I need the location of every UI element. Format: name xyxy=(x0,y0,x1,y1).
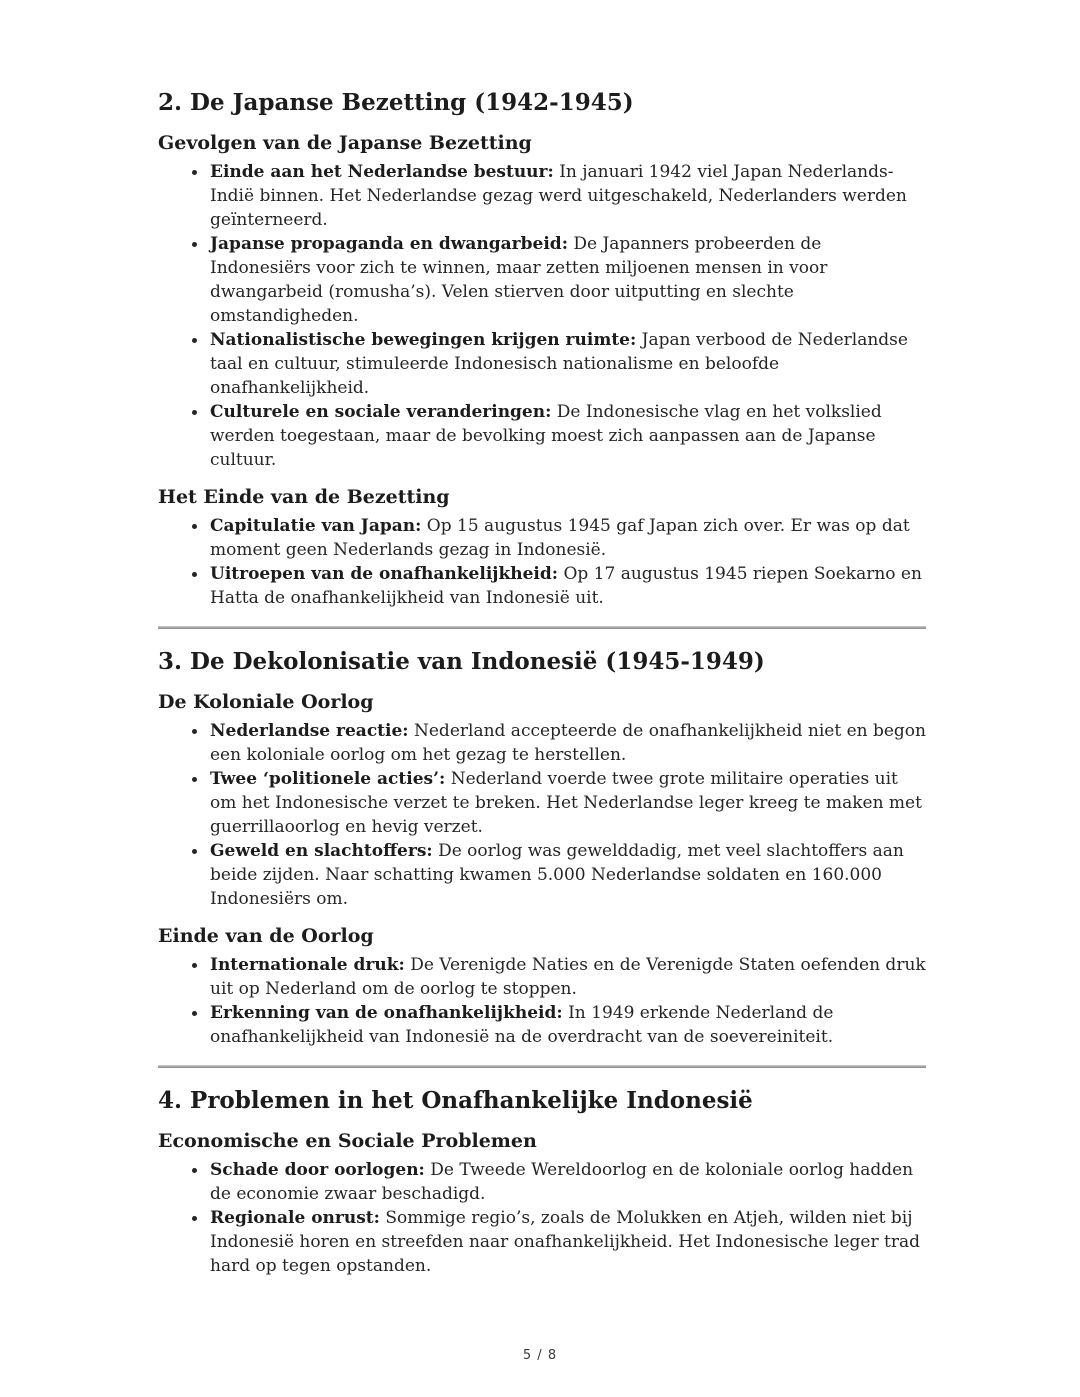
bullet-label: Uitroepen van de onafhankelijkheid: xyxy=(210,564,559,584)
bullet-item xyxy=(208,719,926,767)
bullet-label: Einde aan het Nederlandse bestuur: xyxy=(210,162,554,182)
bullet-text: Sommige regio’s, zoals de Molukken en Atjeh, wilden niet bij Indonesië horen en streefden naar onafhankelijkheid. Het Indonesische leger trad hard op tegen opstanden. xyxy=(210,1208,920,1276)
bullet-item xyxy=(208,514,926,562)
section-title: 2. De Japanse Bezetting (1942-1945) xyxy=(158,89,634,116)
bullet-label: Geweld en slachtoffers: xyxy=(210,841,433,861)
subsection-title: Einde van de Oorlog xyxy=(158,925,374,947)
bullet-text: Op 15 augustus 1945 gaf Japan zich over. Er was op dat moment geen Nederlands gezag in Indonesië. xyxy=(210,516,910,560)
bullet-list xyxy=(158,514,926,610)
bullet-item xyxy=(208,839,926,911)
bullet-label: Schade door oorlogen: xyxy=(210,1160,425,1180)
bullet-label: Erkenning van de onafhankelijkheid: xyxy=(210,1003,563,1023)
section-title: 4. Problemen in het Onafhankelijke Indonesië xyxy=(158,1087,753,1114)
bullet-label: Twee ‘politionele acties’: xyxy=(210,769,446,789)
document-content xyxy=(158,88,926,1278)
subsection-title: De Koloniale Oorlog xyxy=(158,691,374,713)
bullet-label: Nationalistische bewegingen krijgen ruimte: xyxy=(210,330,637,350)
subsection-title: Gevolgen van de Japanse Bezetting xyxy=(158,132,532,154)
bullet-list xyxy=(158,719,926,911)
bullet-text: Op 17 augustus 1945 riepen Soekarno en Hatta de onafhankelijkheid van Indonesië uit. xyxy=(210,564,922,608)
bullet-item xyxy=(208,767,926,839)
bullet-label: Nederlandse reactie: xyxy=(210,721,409,741)
bullet-list xyxy=(158,1158,926,1278)
section-problemen xyxy=(158,1086,926,1278)
section-japanse-bezetting xyxy=(158,88,926,610)
bullet-item xyxy=(208,1001,926,1049)
subsection-title: Economische en Sociale Problemen xyxy=(158,1130,537,1152)
bullet-text: De Verenigde Naties en de Verenigde Staten oefenden druk uit op Nederland om de oorlog te stoppen. xyxy=(210,955,926,999)
bullet-list xyxy=(158,160,926,472)
bullet-text: In 1949 erkende Nederland de onafhankelijkheid van Indonesië na de overdracht van de soevereiniteit. xyxy=(210,1003,834,1047)
section-divider xyxy=(158,626,926,629)
bullet-item xyxy=(208,160,926,232)
section-divider xyxy=(158,1065,926,1068)
bullet-text: Nederland accepteerde de onafhankelijkheid niet en begon een koloniale oorlog om het gezag te herstellen. xyxy=(210,721,926,765)
bullet-item xyxy=(208,562,926,610)
page-number: 5 / 8 xyxy=(522,1348,558,1363)
bullet-item xyxy=(208,232,926,328)
bullet-label: Culturele en sociale veranderingen: xyxy=(210,402,552,422)
bullet-list xyxy=(158,953,926,1049)
bullet-label: Internationale druk: xyxy=(210,955,405,975)
section-title: 3. De Dekolonisatie van Indonesië (1945-1949) xyxy=(158,648,765,675)
bullet-text: De oorlog was gewelddadig, met veel slachtoffers aan beide zijden. Naar schatting kwamen 5.000 Nederlandse soldaten en 160.000 Indonesiërs om. xyxy=(210,841,904,909)
bullet-label: Japanse propaganda en dwangarbeid: xyxy=(210,234,568,254)
bullet-item xyxy=(208,953,926,1001)
subsection-title: Het Einde van de Bezetting xyxy=(158,486,450,508)
bullet-label: Regionale onrust: xyxy=(210,1208,380,1228)
bullet-text: Japan verbood de Nederlandse taal en cultuur, stimuleerde Indonesisch nationalisme en beloofde onafhankelijkheid. xyxy=(210,330,908,398)
bullet-item xyxy=(208,328,926,400)
bullet-item xyxy=(208,1206,926,1278)
section-dekolonisatie xyxy=(158,647,926,1049)
bullet-text: De Japanners probeerden de Indonesiërs voor zich te winnen, maar zetten miljoenen mensen in voor dwangarbeid (romusha’s). Velen stierven door uitputting en slechte omstandigheden. xyxy=(210,234,828,326)
bullet-label: Capitulatie van Japan: xyxy=(210,516,422,536)
bullet-item xyxy=(208,1158,926,1206)
bullet-text: De Indonesische vlag en het volkslied werden toegestaan, maar de bevolking moest zich aanpassen aan de Japanse cultuur. xyxy=(210,402,882,470)
bullet-text: Nederland voerde twee grote militaire operaties uit om het Indonesische verzet te breken. Het Nederlandse leger kreeg te maken met guerrillaoorlog en hevig verzet. xyxy=(210,769,922,837)
bullet-text: De Tweede Wereldoorlog en de koloniale oorlog hadden de economie zwaar beschadigd. xyxy=(210,1160,914,1204)
bullet-text: In januari 1942 viel Japan Nederlands-Indië binnen. Het Nederlandse gezag werd uitgeschakeld, Nederlanders werden geïnterneerd. xyxy=(210,162,907,230)
bullet-item xyxy=(208,400,926,472)
